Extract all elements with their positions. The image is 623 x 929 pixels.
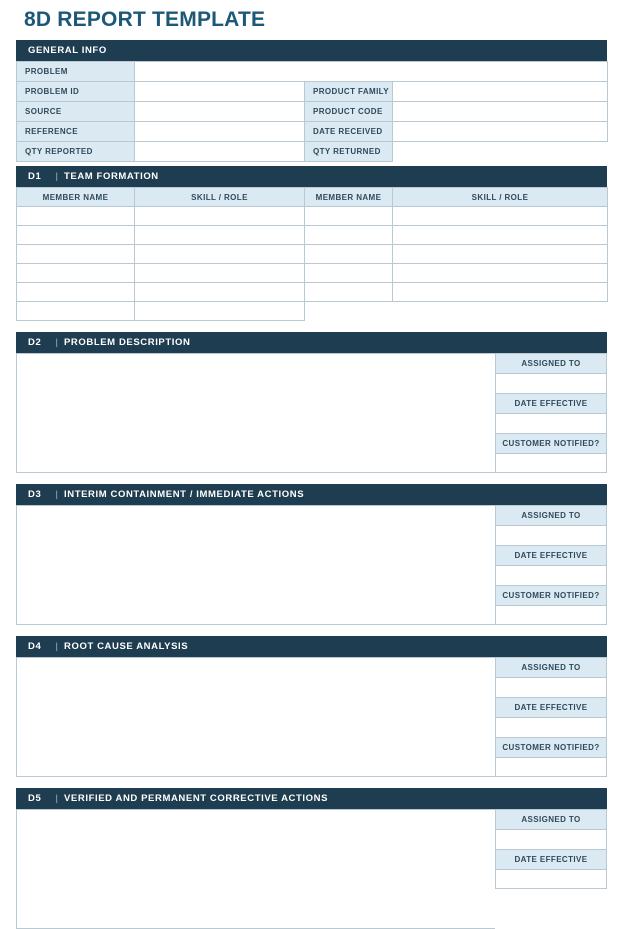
field-input-assigned-to[interactable] [495, 829, 607, 849]
section-separator: | [55, 171, 59, 182]
field-label-source: SOURCE [17, 102, 135, 122]
cell-member-name[interactable] [17, 226, 135, 245]
field-input-qty-returned[interactable] [393, 142, 608, 162]
section-title-d4: ROOT CAUSE ANALYSIS [64, 641, 189, 652]
section-separator: | [55, 337, 59, 348]
cell-member-name[interactable] [17, 264, 135, 283]
field-input-product-family[interactable] [393, 82, 608, 102]
field-label-customer-notified: CUSTOMER NOTIFIED? [495, 433, 607, 453]
field-input-date-effective[interactable] [495, 717, 607, 737]
cell-skill-role[interactable] [135, 264, 305, 283]
field-input-source[interactable] [135, 102, 305, 122]
description-textarea-d5[interactable] [16, 809, 495, 929]
field-label-problem: PROBLEM [17, 62, 135, 82]
section-header-d5 [16, 788, 607, 809]
meta-fields-d2 [495, 353, 607, 473]
cell-skill-role[interactable] [393, 207, 608, 226]
column-header-member-name-2: MEMBER NAME [305, 188, 393, 207]
field-label-qty-reported: QTY REPORTED [17, 142, 135, 162]
table-row [17, 302, 608, 321]
table-row [17, 122, 608, 142]
table-header-row [17, 188, 608, 207]
cell-skill-role[interactable] [135, 226, 305, 245]
section-header-d2 [16, 332, 607, 353]
field-input-customer-notified[interactable] [495, 453, 607, 473]
cell-member-name[interactable] [305, 283, 393, 302]
table-row [17, 142, 608, 162]
meta-fields-d3 [495, 505, 607, 625]
field-label-assigned-to: ASSIGNED TO [495, 657, 607, 677]
section-separator: | [55, 793, 59, 804]
cell-member-name[interactable] [17, 245, 135, 264]
table-row [17, 245, 608, 264]
section-header-general-info [16, 40, 607, 61]
section-title-d1: TEAM FORMATION [64, 171, 159, 182]
field-input-assigned-to[interactable] [495, 525, 607, 545]
field-label-qty-returned: QTY RETURNED [305, 142, 393, 162]
field-label-assigned-to: ASSIGNED TO [495, 809, 607, 829]
cell-member-name[interactable] [305, 207, 393, 226]
column-header-skill-role-1: SKILL / ROLE [135, 188, 305, 207]
cell-skill-role[interactable] [393, 245, 608, 264]
cell-member-name[interactable] [17, 302, 135, 321]
section-id-d3: D3 [28, 489, 42, 500]
field-label-date-received: DATE RECEIVED [305, 122, 393, 142]
field-input-problem[interactable] [135, 62, 608, 82]
field-label-reference: REFERENCE [17, 122, 135, 142]
cell-member-name[interactable] [305, 302, 393, 321]
section-body-d5 [16, 809, 607, 929]
cell-skill-role[interactable] [393, 283, 608, 302]
section-id-d5: D5 [28, 793, 42, 804]
field-label-date-effective: DATE EFFECTIVE [495, 849, 607, 869]
table-row [17, 283, 608, 302]
spacer [16, 473, 607, 484]
spacer [16, 625, 607, 636]
cell-member-name[interactable] [305, 226, 393, 245]
cell-member-name[interactable] [305, 264, 393, 283]
table-row [17, 264, 608, 283]
field-input-customer-notified[interactable] [495, 757, 607, 777]
field-label-assigned-to: ASSIGNED TO [495, 505, 607, 525]
field-input-assigned-to[interactable] [495, 373, 607, 393]
section-separator: | [55, 489, 59, 500]
field-label-date-effective: DATE EFFECTIVE [495, 697, 607, 717]
field-label-product-family: PRODUCT FAMILY [305, 82, 393, 102]
cell-member-name[interactable] [17, 283, 135, 302]
field-label-customer-notified: CUSTOMER NOTIFIED? [495, 737, 607, 757]
section-body-d3 [16, 505, 607, 625]
cell-skill-role[interactable] [393, 264, 608, 283]
field-input-date-received[interactable] [393, 122, 608, 142]
cell-skill-role[interactable] [135, 245, 305, 264]
team-formation-table [16, 187, 608, 321]
cell-skill-role[interactable] [393, 226, 608, 245]
table-row [17, 82, 608, 102]
section-body-d2 [16, 353, 607, 473]
meta-fields-d5 [495, 809, 607, 929]
table-row [17, 226, 608, 245]
field-input-product-code[interactable] [393, 102, 608, 122]
field-input-date-effective[interactable] [495, 869, 607, 889]
field-input-assigned-to[interactable] [495, 677, 607, 697]
cell-skill-role[interactable] [135, 302, 305, 321]
column-header-member-name-1: MEMBER NAME [17, 188, 135, 207]
section-header-d3 [16, 484, 607, 505]
field-label-assigned-to: ASSIGNED TO [495, 353, 607, 373]
description-textarea-d4[interactable] [16, 657, 495, 777]
section-title-d5: VERIFIED AND PERMANENT CORRECTIVE ACTIONS [64, 793, 329, 804]
meta-fields-d4 [495, 657, 607, 777]
field-input-date-effective[interactable] [495, 413, 607, 433]
general-info-table [16, 61, 608, 162]
section-id-d4: D4 [28, 641, 42, 652]
field-input-customer-notified[interactable] [495, 605, 607, 625]
section-header-d4 [16, 636, 607, 657]
cell-skill-role[interactable] [135, 283, 305, 302]
table-row [17, 62, 608, 82]
field-label-customer-notified: CUSTOMER NOTIFIED? [495, 585, 607, 605]
cell-skill-role[interactable] [135, 207, 305, 226]
section-title-d3: INTERIM CONTAINMENT / IMMEDIATE ACTIONS [64, 489, 305, 500]
table-row [17, 207, 608, 226]
section-title-d2: PROBLEM DESCRIPTION [64, 337, 191, 348]
cell-member-name[interactable] [305, 245, 393, 264]
section-header-d1 [16, 166, 607, 187]
field-label-problem-id: PROBLEM ID [17, 82, 135, 102]
section-separator: | [55, 641, 59, 652]
table-row [17, 102, 608, 122]
cell-skill-role[interactable] [393, 302, 608, 321]
cell-member-name[interactable] [17, 207, 135, 226]
description-textarea-d3[interactable] [16, 505, 495, 625]
spacer [16, 321, 607, 332]
field-input-date-effective[interactable] [495, 565, 607, 585]
section-id-d1: D1 [28, 171, 42, 182]
page-title: 8D REPORT TEMPLATE [24, 8, 266, 31]
section-title-general-info: GENERAL INFO [28, 45, 107, 56]
field-label-date-effective: DATE EFFECTIVE [495, 393, 607, 413]
spacer [16, 777, 607, 788]
section-id-d2: D2 [28, 337, 42, 348]
section-body-d4 [16, 657, 607, 777]
field-input-qty-reported[interactable] [135, 142, 305, 162]
field-input-problem-id[interactable] [135, 82, 305, 102]
field-label-product-code: PRODUCT CODE [305, 102, 393, 122]
description-textarea-d2[interactable] [16, 353, 495, 473]
field-label-date-effective: DATE EFFECTIVE [495, 545, 607, 565]
field-input-reference[interactable] [135, 122, 305, 142]
column-header-skill-role-2: SKILL / ROLE [393, 188, 608, 207]
